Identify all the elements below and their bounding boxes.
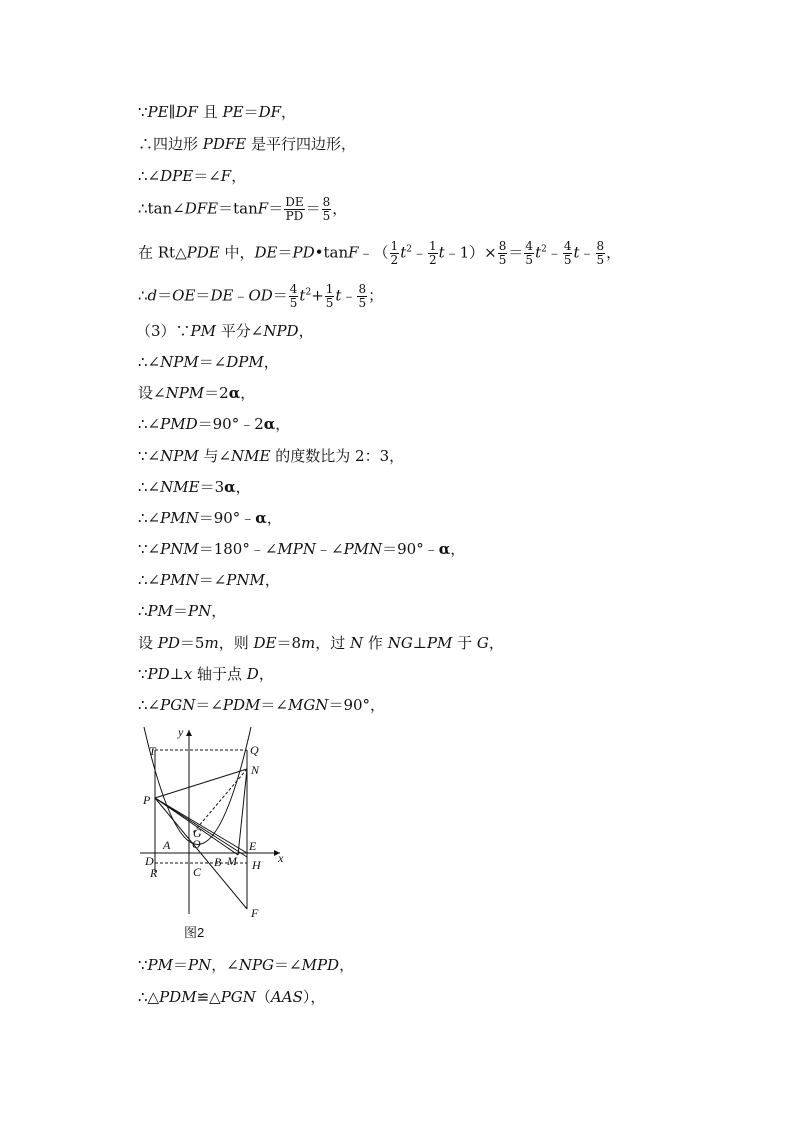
- solution-line-20: ∵PM＝PN，∠NPG＝∠MPD，: [138, 956, 355, 974]
- fraction: $\frac{4}{5}$: [563, 239, 572, 267]
- solution-line-18: ∵PD⊥x 轴于点 D，: [138, 665, 274, 683]
- fraction: $\frac{4}{5}$: [289, 282, 298, 310]
- label-p: P: [143, 793, 151, 807]
- solution-line-4: ∴tan∠DFE＝tanF＝ $\frac{DE}{PD}$ ＝ $\frac{8}{5}$ ，: [138, 195, 348, 223]
- solution-line-13: ∴∠PMN＝90°﹣α，: [138, 509, 282, 527]
- label-r: R: [150, 866, 158, 880]
- solution-line-17: 设 PD＝5m，则 DE＝8m，过 N 作 NG⊥PM 于 G，: [138, 634, 504, 652]
- solution-line-19: ∴∠PGN＝∠PDM＝∠MGN＝90°，: [138, 696, 386, 714]
- fraction: $\frac{1}{2}$: [390, 239, 399, 267]
- fraction: $\frac{8}{5}$: [322, 195, 331, 223]
- label-f: F: [251, 906, 259, 920]
- label-c: C: [193, 865, 202, 879]
- solution-line-14: ∵∠PNM＝180°﹣∠MPN﹣∠PMN＝90°﹣α，: [138, 540, 466, 558]
- solution-line-8: ∴∠NPM＝∠DPM，: [138, 353, 279, 371]
- solution-line-15: ∴∠PMN＝∠PNM，: [138, 571, 280, 589]
- segment-nm: [238, 769, 247, 855]
- fraction: $\frac{DE}{PD}$: [285, 195, 304, 223]
- label-b: B: [214, 855, 222, 869]
- label-q: Q: [250, 743, 259, 757]
- label-h: H: [252, 858, 261, 872]
- label-x: x: [278, 851, 284, 865]
- label-t: T: [149, 744, 156, 758]
- fraction: $\frac{8}{5}$: [498, 239, 507, 267]
- figure-caption: 图2: [184, 925, 205, 940]
- solution-line-2: ∴四边形 PDFE 是平行四边形，: [138, 135, 357, 153]
- geometry-figure: [130, 722, 300, 922]
- label-n: N: [251, 763, 260, 777]
- solution-line-21: ∴△PDM≌△PGN（AAS），: [138, 988, 326, 1006]
- solution-line-6: ∴d＝OE＝DE﹣OD＝ $\frac{4}{5}$ $t^2+$ $\frac{1}{5}$ t﹣ $\frac{8}{5}$ ；: [138, 282, 384, 310]
- solution-line-12: ∴∠NME＝3α，: [138, 478, 251, 496]
- label-y: y: [178, 725, 184, 739]
- label-e: E: [249, 839, 257, 853]
- solution-line-9: 设∠NPM＝2α，: [138, 384, 256, 402]
- label-a: A: [163, 838, 171, 852]
- fraction: $\frac{1}{2}$: [428, 239, 437, 267]
- label-m: M: [227, 854, 237, 868]
- label-o: O: [192, 837, 201, 851]
- solution-line-5: 在 Rt△PDE 中，DE＝PD•tanF﹣（ $\frac{1}{2}$ $t^2﹣$ $\frac{1}{2}$ t﹣1）× $\frac{8}{5}$ ＝ $\frac{4}{5}$ $t^2﹣$ $\frac{4}{5}$ t﹣ $\frac{8}{5}$ ，: [138, 239, 622, 267]
- fraction: $\frac{8}{5}$: [358, 282, 367, 310]
- label-d: D: [145, 854, 154, 868]
- solution-line-7: （3）∵PM 平分∠NPD，: [136, 322, 314, 340]
- solution-line-3: ∴∠DPE＝∠F，: [138, 167, 247, 185]
- solution-line-1: ∵PE∥DF 且 PE＝DF，: [138, 103, 297, 121]
- solution-line-10: ∴∠PMD＝90°﹣2α，: [138, 415, 291, 433]
- solution-line-16: ∴PM＝PN，: [138, 602, 227, 620]
- fraction: $\frac{1}{5}$: [325, 282, 334, 310]
- fraction: $\frac{8}{5}$: [596, 239, 605, 267]
- fraction: $\frac{4}{5}$: [525, 239, 534, 267]
- solution-line-11: ∵∠NPM 与∠NME 的度数比为 2：3，: [138, 447, 405, 465]
- label-g: G: [193, 826, 202, 840]
